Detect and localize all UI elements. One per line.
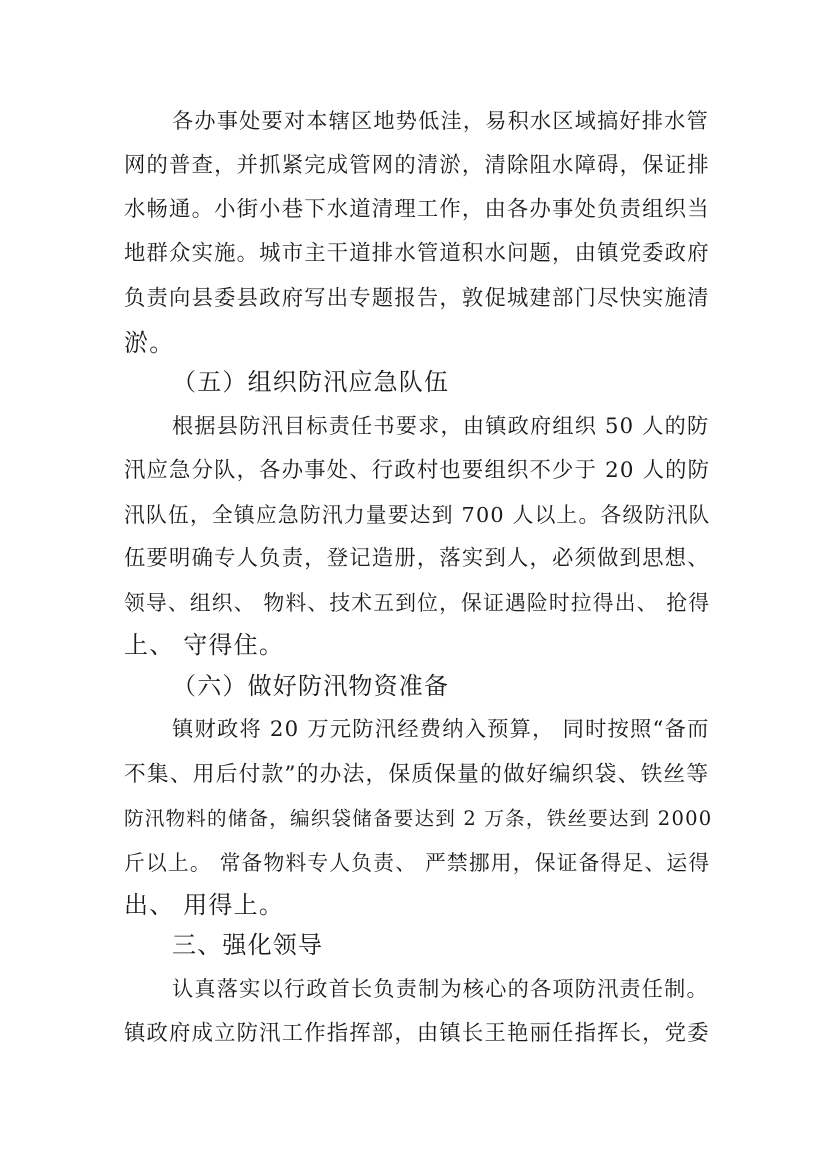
paragraph-line: 地群众实施。城市主干道排水管道积水问题，由镇党委政府 [124, 241, 710, 266]
paragraph-line: 镇财政将 20 万元防汛经费纳入预算， 同时按照“备而 [172, 717, 710, 742]
paragraph-line: 出、 用得上。 [124, 891, 285, 919]
paragraph-line: 网的普查，并抓紧完成管网的清淤，清除阻水障碍，保证排 [124, 153, 710, 178]
paragraph-line: 汛队伍，全镇应急防汛力量要达到 700 人以上。各级防汛队 [124, 503, 711, 527]
paragraph-line: 淤。 [124, 329, 175, 357]
paragraph-line: 镇政府成立防汛工作指挥部，由镇长王艳丽任指挥长，党委 [124, 1021, 710, 1046]
watermark [289, 315, 371, 413]
paragraph-line: 伍要明确专人负责，登记造册，落实到人，必须做到思想、 [124, 546, 710, 571]
paragraph-line: 防汛物料的储备，编织袋储备要达到 2 万条，铁丝要达到 2000 [124, 807, 713, 830]
paragraph-line: 负责向县委县政府写出专题报告，敦促城建部门尽快实施清 [124, 286, 710, 311]
paragraph-line: 汛应急分队，各办事处、行政村也要组织不少于 20 人的防 [124, 458, 711, 483]
paragraph-line: 水畅通。小街小巷下水道清理工作，由各办事处负责组织当 [124, 197, 710, 222]
paragraph-line: 上、 守得住。 [124, 631, 285, 659]
section-heading: （五）组织防汛应急队伍 [172, 368, 450, 396]
paragraph-line: 认真落实以行政首长负责制为核心的各项防汛责任制。 [172, 976, 709, 1001]
paragraph-line: 不集、用后付款”的办法，保质保量的做好编织袋、铁丝等 [124, 762, 710, 787]
section-heading: （六）做好防汛物资准备 [172, 672, 450, 700]
paragraph-line: 斤以上。 常备物料专人负责、 严禁挪用，保证备得足、运得 [124, 851, 711, 875]
watermark [289, 1065, 371, 1163]
paragraph-line: 各办事处要对本辖区地势低洼，易积水区域搞好排水管 [172, 108, 709, 133]
paragraph-line: 领导、组织、 物料、技术五到位，保证遇险时拉得出、 抢得 [124, 591, 711, 615]
paragraph-line: 根据县防汛目标责任书要求，由镇政府组织 50 人的防 [172, 413, 710, 438]
section-heading: 三、强化领导 [172, 931, 324, 959]
